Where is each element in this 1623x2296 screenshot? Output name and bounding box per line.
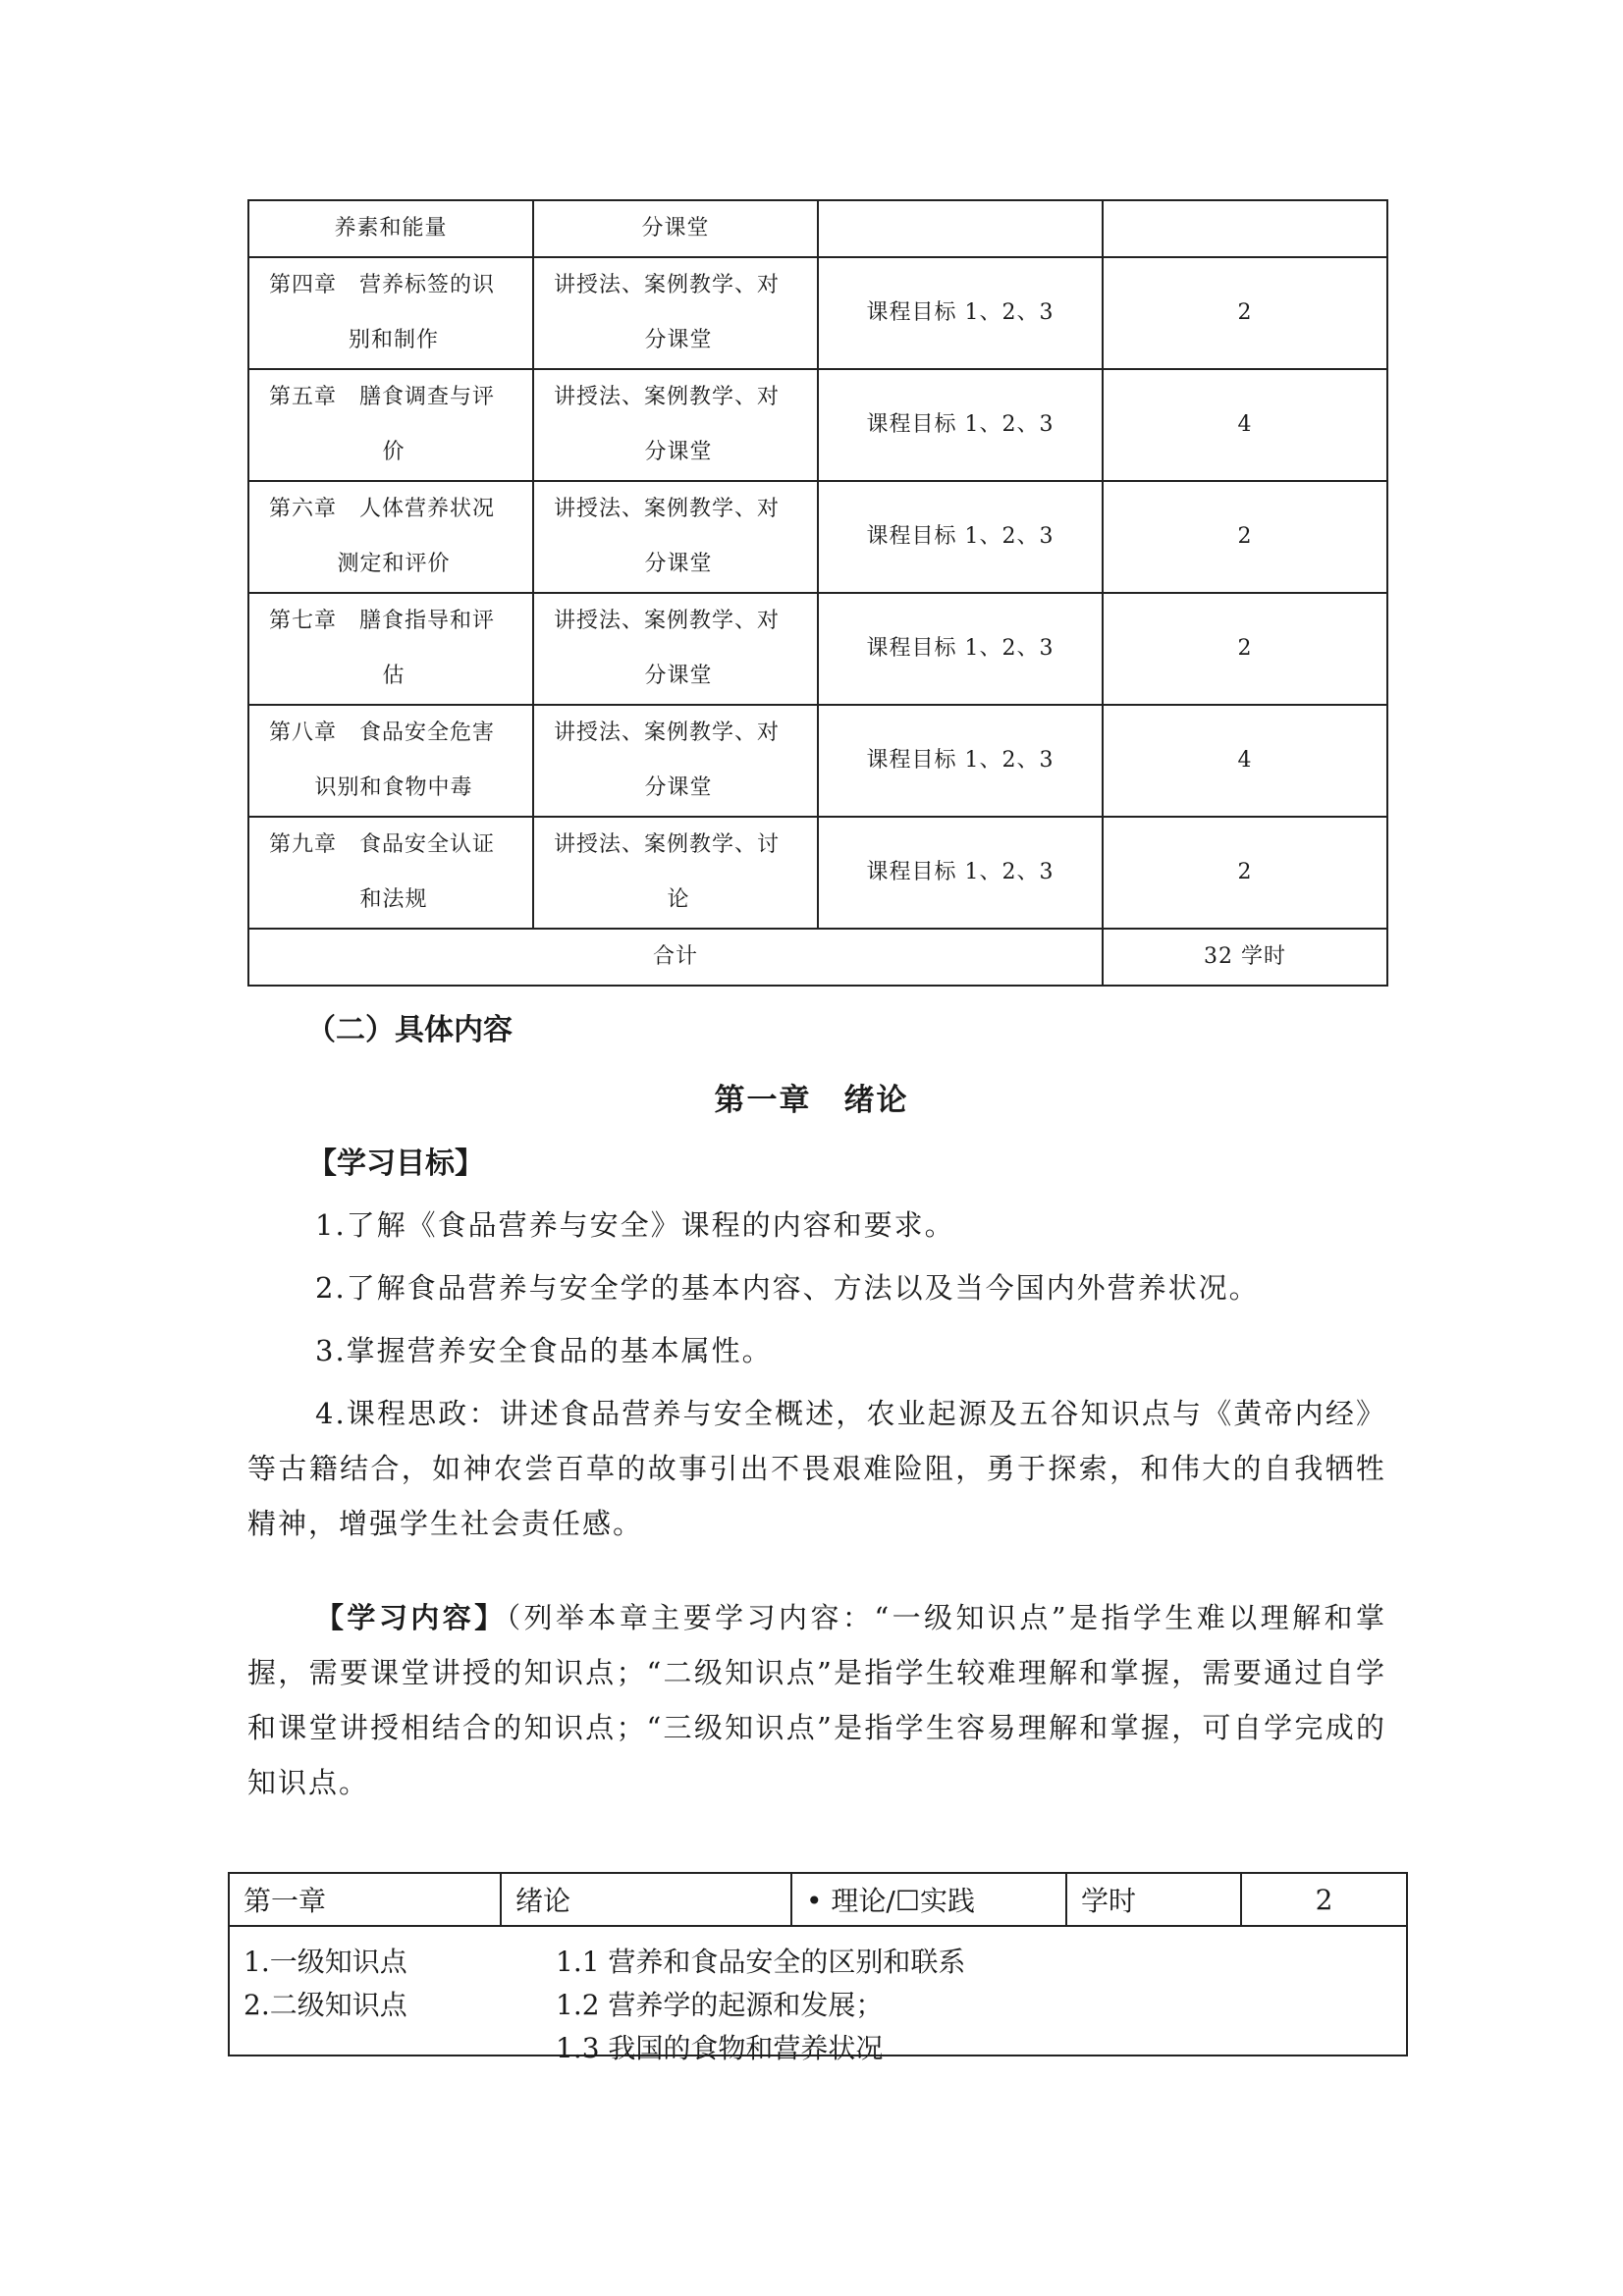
goals-cell: 课程目标 1、2、3 xyxy=(818,817,1103,929)
objective-item: 4.课程思政：讲述食品营养与安全概述，农业起源及五谷知识点与《黄帝内经》等古籍结合，如神农尝百草的故事引出不畏艰难险阻，勇于探索，和伟大的自我牺牲精神，增强学生社会责任感。 xyxy=(247,1397,1386,1540)
chapter-title: 第一章 绪论 xyxy=(714,1083,909,1118)
hours-label-cell: 学时 xyxy=(1066,1873,1241,1926)
cell-line: 识别和食物中毒 xyxy=(314,775,473,800)
table-row xyxy=(229,1873,1407,1926)
goals-cell: 课程目标 1、2、3 xyxy=(818,593,1103,705)
cell-line: 讲授法、案例教学、对 xyxy=(554,721,781,745)
hours-cell: 2 xyxy=(1103,817,1387,929)
objective-item: 2.了解食品营养与安全学的基本内容、方法以及当今国内外营养状况。 xyxy=(315,1271,1260,1305)
knowledge-level: 2.二级知识点 xyxy=(243,1989,407,2021)
method-cell xyxy=(533,593,818,705)
objective-item: 3.掌握营养安全食品的基本属性。 xyxy=(315,1334,773,1367)
knowledge-item: 1.1 营养和食品安全的区别和联系 xyxy=(556,1946,966,1978)
hours-cell: 2 xyxy=(1103,593,1387,705)
cell-line: 讲授法、案例教学、对 xyxy=(554,497,781,521)
table-row xyxy=(248,200,1387,257)
total-value: 32 学时 xyxy=(1103,929,1387,986)
cell-line: 论 xyxy=(667,887,690,912)
cell-line: 讲授法、案例教学、对 xyxy=(554,273,781,297)
chapter-cell xyxy=(248,257,533,369)
content-paragraph xyxy=(247,1590,1386,1810)
goals-cell: 课程目标 1、2、3 xyxy=(818,481,1103,593)
goals-cell: 课程目标 1、2、3 xyxy=(818,369,1103,481)
type-cell xyxy=(791,1873,1066,1926)
cell-line: 分课堂 xyxy=(644,664,713,688)
cell-line: 第六章 人体营养状况 xyxy=(269,497,496,521)
table-cell xyxy=(1103,200,1387,257)
hours-cell: 2 xyxy=(1103,481,1387,593)
hours-cell: 4 xyxy=(1103,369,1387,481)
knowledge-items xyxy=(556,1941,965,2070)
table-row xyxy=(229,1926,1407,2056)
method-cell xyxy=(533,817,818,929)
goals-cell: 课程目标 1、2、3 xyxy=(818,705,1103,817)
method-cell xyxy=(533,481,818,593)
knowledge-item: 1.3 我国的食物和营养状况 xyxy=(556,2032,884,2064)
cell-line: 测定和评价 xyxy=(337,552,451,576)
course-hours-table xyxy=(247,199,1388,987)
table-row xyxy=(248,593,1387,705)
section-heading: （二）具体内容 xyxy=(306,1013,513,1047)
cell-line: 讲授法、案例教学、讨 xyxy=(554,832,781,857)
knowledge-level: 1.一级知识点 xyxy=(243,1946,407,1978)
total-label: 合计 xyxy=(248,929,1103,986)
cell-line: 分课堂 xyxy=(644,440,713,464)
type-text: • 理论/☐实践 xyxy=(806,1885,975,1917)
cell-line: 第四章 营养标签的识 xyxy=(269,273,496,297)
method-cell xyxy=(533,257,818,369)
knowledge-wrap xyxy=(230,1927,1406,2064)
cell-line: 第九章 食品安全认证 xyxy=(269,832,496,857)
method-cell xyxy=(533,369,818,481)
content-text: （列举本章主要学习内容：“一级知识点”是指学生难以理解和掌握，需要课堂讲授的知识点；“二级知识点”是指学生较难理解和掌握，需要通过自学和课堂讲授相结合的知识点；“三级知识点”是指学生容易理解和掌握，可自学完成的知识点。 xyxy=(247,1601,1386,1799)
content-label: 【学习内容】 xyxy=(315,1601,507,1634)
cell-line: 分课堂 xyxy=(644,552,713,576)
table-cell: 养素和能量 xyxy=(248,200,533,257)
cell-line: 价 xyxy=(382,440,406,464)
chapter-cell xyxy=(248,593,533,705)
cell-line: 第八章 食品安全危害 xyxy=(269,721,496,745)
cell-line: 讲授法、案例教学、对 xyxy=(554,385,781,409)
chapter-cell xyxy=(248,369,533,481)
goals-cell: 课程目标 1、2、3 xyxy=(818,257,1103,369)
table-row xyxy=(248,817,1387,929)
objectives-label: 【学习目标】 xyxy=(307,1147,484,1181)
table-row xyxy=(248,369,1387,481)
chapter-knowledge-table xyxy=(228,1872,1408,2064)
knowledge-cell xyxy=(229,1926,1407,2064)
chapter-cell xyxy=(248,817,533,929)
knowledge-levels xyxy=(243,1941,407,2027)
table-cell xyxy=(818,200,1103,257)
table-row-total xyxy=(248,929,1387,986)
cell-line: 分课堂 xyxy=(644,775,713,800)
cell-line: 分课堂 xyxy=(644,328,713,352)
objective-item: 1.了解《食品营养与安全》课程的内容和要求。 xyxy=(315,1208,955,1242)
table-row xyxy=(248,481,1387,593)
cell-line: 第五章 膳食调查与评 xyxy=(269,385,496,409)
cell-line: 估 xyxy=(382,664,406,688)
chapter-cell xyxy=(248,705,533,817)
table-cell: 分课堂 xyxy=(533,200,818,257)
cell-line: 第七章 膳食指导和评 xyxy=(269,609,496,633)
hours-cell: 4 xyxy=(1103,705,1387,817)
table-row xyxy=(248,705,1387,817)
chapter-name-cell: 绪论 xyxy=(501,1873,791,1926)
table-row xyxy=(248,257,1387,369)
chapter-cell xyxy=(248,481,533,593)
hours-cell: 2 xyxy=(1103,257,1387,369)
cell-line: 讲授法、案例教学、对 xyxy=(554,609,781,633)
chapter-number-cell: 第一章 xyxy=(229,1873,501,1926)
knowledge-item: 1.2 营养学的起源和发展； xyxy=(556,1989,884,2021)
hours-value-cell: 2 xyxy=(1241,1873,1407,1926)
cell-line: 别和制作 xyxy=(348,328,439,352)
method-cell xyxy=(533,705,818,817)
cell-line: 和法规 xyxy=(359,887,428,912)
